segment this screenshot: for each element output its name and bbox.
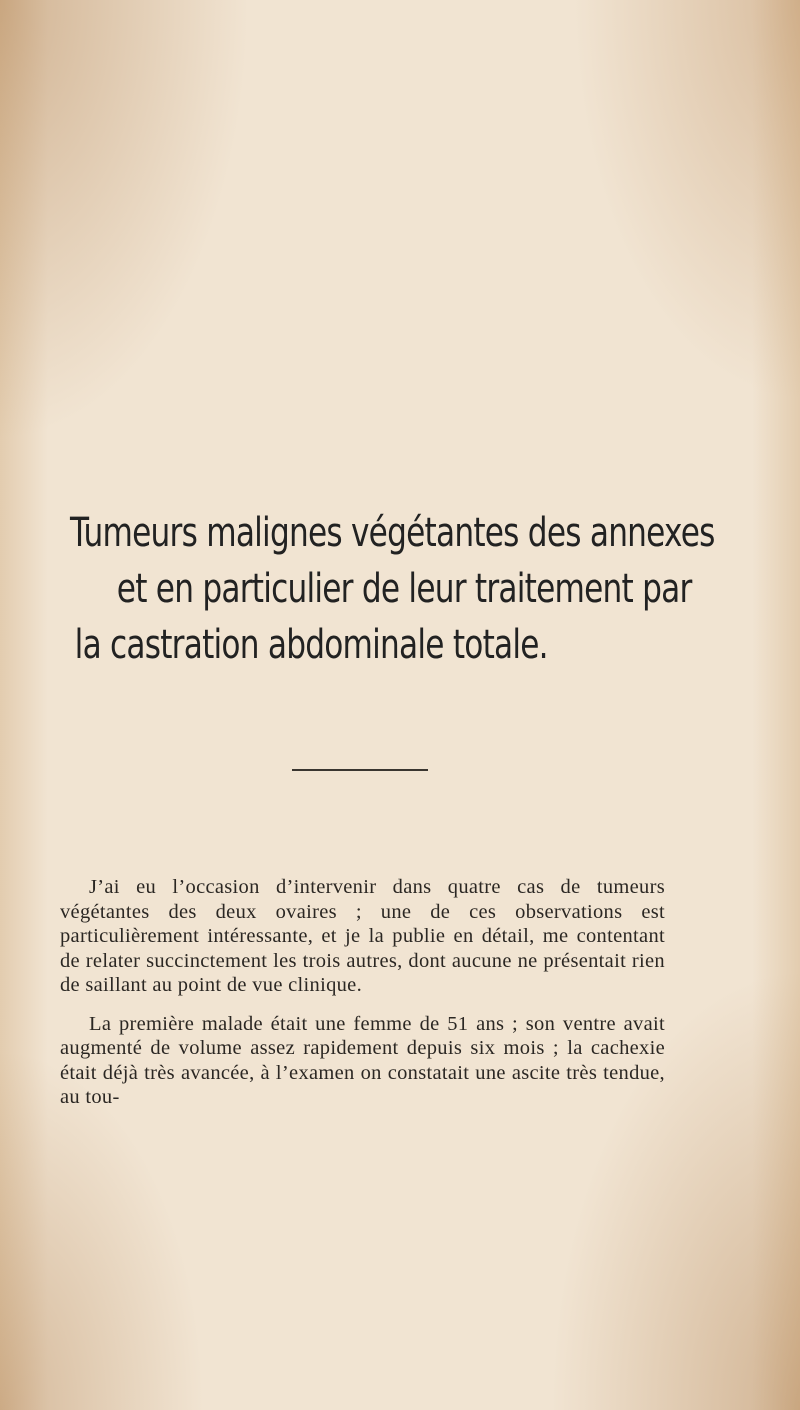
body-text	[60, 875, 665, 1124]
article-title	[70, 505, 730, 673]
title-line-3: la castration abdominale totale.	[74, 622, 548, 668]
title-divider	[292, 769, 428, 771]
title-line-2: et en particulier de leur traitement par	[116, 566, 692, 612]
title-line-1: Tumeurs malignes végétantes des annexes	[70, 510, 715, 556]
paragraph-1: J’ai eu l’occasion d’intervenir dans quatre cas de tumeurs végétantes des deux ovaires ; une de ces observations est particulièrement intéressante, et je la publie en détail, me contentant de relater succinctement les trois autres, dont aucune ne présentait rien de saillant au point de vue clinique.	[60, 876, 665, 996]
paragraph-2: La première malade était une femme de 51 ans ; son ventre avait augmenté de volume assez rapidement depuis six mois ; la cachexie était déjà très avancée, à l’examen on constatait une ascite très tendue, au tou-	[60, 1012, 665, 1108]
